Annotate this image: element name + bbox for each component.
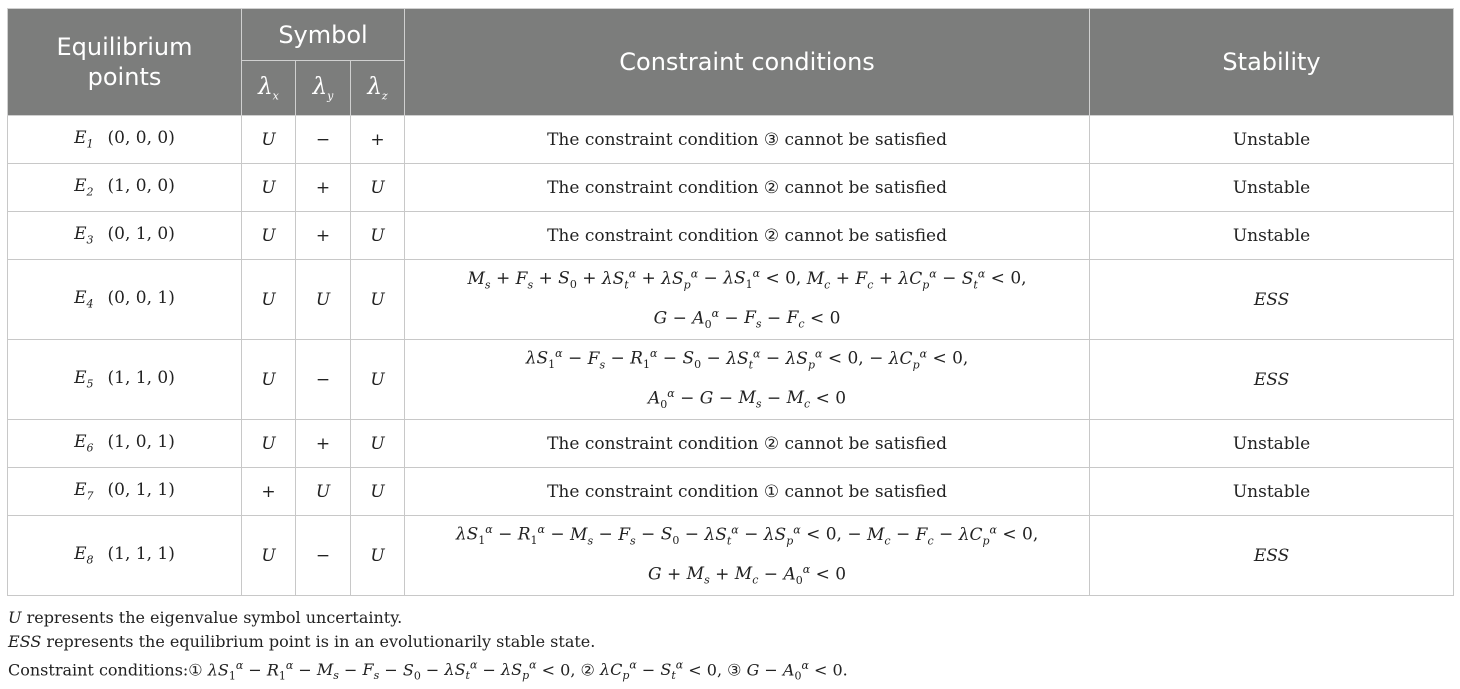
header-lambda-y: $\lambda_y$ bbox=[296, 61, 351, 116]
point-coords: (0, 0, 1) bbox=[107, 288, 175, 309]
lambda-z-value: U bbox=[351, 468, 405, 516]
header-constraint-conditions: Constraint conditions bbox=[405, 9, 1090, 116]
lambda-y-value: − bbox=[296, 340, 351, 420]
equilibrium-point: $E_7$ (0, 1, 1) bbox=[8, 468, 242, 516]
lambda-x-value: U bbox=[242, 212, 296, 260]
lambda-z-value: U bbox=[351, 340, 405, 420]
lambda-x-value: U bbox=[242, 420, 296, 468]
table-row bbox=[8, 420, 1454, 468]
lambda-z-value: U bbox=[351, 260, 405, 340]
lambda-x-value: + bbox=[242, 468, 296, 516]
header-lambda-x: $\lambda_x$ bbox=[242, 61, 296, 116]
stability-cell: ESS bbox=[1090, 516, 1454, 596]
equilibrium-point: $E_5$ (1, 1, 0) bbox=[8, 340, 242, 420]
equilibrium-table bbox=[7, 8, 1454, 596]
constraint-cell: The constraint condition ② cannot be satisfied bbox=[405, 164, 1090, 212]
lambda-x-value: U bbox=[242, 116, 296, 164]
lambda-z-value: U bbox=[351, 516, 405, 596]
point-coords: (1, 0, 1) bbox=[107, 432, 175, 453]
stability-cell: Unstable bbox=[1090, 116, 1454, 164]
lambda-x-value: U bbox=[242, 164, 296, 212]
lambda-z-value: + bbox=[351, 116, 405, 164]
constraint-cell: $\lambda S_1^\alpha - R_1^\alpha - M_s - F_s - S_0 - \lambda S_t^\alpha - \lambda S_p^\alpha < 0$, − $M_c - F_c - \lambda C_p^\alpha < 0$, $G + M_s + M_c - A_0^\alpha < 0$ bbox=[405, 516, 1090, 596]
table-row bbox=[8, 260, 1454, 340]
table-row bbox=[8, 516, 1454, 596]
constraint-cell: The constraint condition ① cannot be satisfied bbox=[405, 468, 1090, 516]
lambda-z-value: U bbox=[351, 420, 405, 468]
lambda-y-value: U bbox=[296, 260, 351, 340]
lambda-y-value: + bbox=[296, 164, 351, 212]
point-coords: (1, 0, 0) bbox=[107, 176, 175, 197]
constraint-cell: The constraint condition ② cannot be satisfied bbox=[405, 212, 1090, 260]
header-symbol: Symbol bbox=[242, 9, 405, 61]
table-row bbox=[8, 340, 1454, 420]
lambda-x-value: U bbox=[242, 260, 296, 340]
footnote-ess: ESS represents the equilibrium point is in an evolutionarily stable state. bbox=[8, 632, 596, 651]
point-coords: (0, 0, 0) bbox=[107, 128, 175, 149]
equilibrium-point: $E_3$ (0, 1, 0) bbox=[8, 212, 242, 260]
lambda-y-value: + bbox=[296, 420, 351, 468]
constraint-cell: The constraint condition ③ cannot be satisfied bbox=[405, 116, 1090, 164]
stability-cell: ESS bbox=[1090, 260, 1454, 340]
footnote-u: U represents the eigenvalue symbol uncertainty. bbox=[8, 608, 403, 627]
stability-cell: Unstable bbox=[1090, 468, 1454, 516]
lambda-y-value: − bbox=[296, 116, 351, 164]
table-row bbox=[8, 212, 1454, 260]
stability-cell: ESS bbox=[1090, 340, 1454, 420]
lambda-y-value: − bbox=[296, 516, 351, 596]
header-lambda-z: $\lambda_z$ bbox=[351, 61, 405, 116]
stability-cell: Unstable bbox=[1090, 420, 1454, 468]
stability-cell: Unstable bbox=[1090, 164, 1454, 212]
constraint-cell: $\lambda S_1^\alpha - F_s - R_1^\alpha - S_0 - \lambda S_t^\alpha - \lambda S_p^\alpha < 0$, − $\lambda C_p^\alpha < 0$, $A_0^\alpha - G - M_s - M_c < 0$ bbox=[405, 340, 1090, 420]
lambda-z-value: U bbox=[351, 212, 405, 260]
lambda-x-value: U bbox=[242, 516, 296, 596]
table-row bbox=[8, 116, 1454, 164]
lambda-x-value: U bbox=[242, 340, 296, 420]
point-coords: (1, 1, 0) bbox=[107, 368, 175, 389]
constraint-cell: $M_s + F_s + S_0 + \lambda S_t^\alpha + \lambda S_p^\alpha - \lambda S_1^\alpha < 0$, $M_c + F_c + \lambda C_p^\alpha - S_t^\alpha < 0$, $G - A_0^\alpha - F_s - F_c < 0$ bbox=[405, 260, 1090, 340]
lambda-z-value: U bbox=[351, 164, 405, 212]
lambda-y-value: U bbox=[296, 468, 351, 516]
header-equilibrium-points: Equilibrium points bbox=[8, 9, 242, 116]
equilibrium-point: $E_2$ (1, 0, 0) bbox=[8, 164, 242, 212]
equilibrium-point: $E_1$ (0, 0, 0) bbox=[8, 116, 242, 164]
table-row bbox=[8, 164, 1454, 212]
point-coords: (0, 1, 0) bbox=[107, 224, 175, 245]
equilibrium-point: $E_4$ (0, 0, 1) bbox=[8, 260, 242, 340]
table-row bbox=[8, 468, 1454, 516]
constraint-cell: The constraint condition ② cannot be satisfied bbox=[405, 420, 1090, 468]
table-footnotes bbox=[8, 606, 848, 689]
equilibrium-point: $E_6$ (1, 0, 1) bbox=[8, 420, 242, 468]
header-stability: Stability bbox=[1090, 9, 1454, 116]
point-coords: (0, 1, 1) bbox=[107, 480, 175, 501]
equilibrium-point: $E_8$ (1, 1, 1) bbox=[8, 516, 242, 596]
point-coords: (1, 1, 1) bbox=[107, 544, 175, 565]
stability-cell: Unstable bbox=[1090, 212, 1454, 260]
lambda-y-value: + bbox=[296, 212, 351, 260]
footnote-constraints: Constraint conditions:① $\lambda S_1^\alpha - R_1^\alpha - M_s - F_s - S_0 - \lambda S_t^\alpha - \lambda S_p^\alpha < 0$, ② $\lambda C_p^\alpha - S_t^\alpha < 0$, ③ $G - A_0^\alpha < 0$. bbox=[8, 659, 848, 683]
